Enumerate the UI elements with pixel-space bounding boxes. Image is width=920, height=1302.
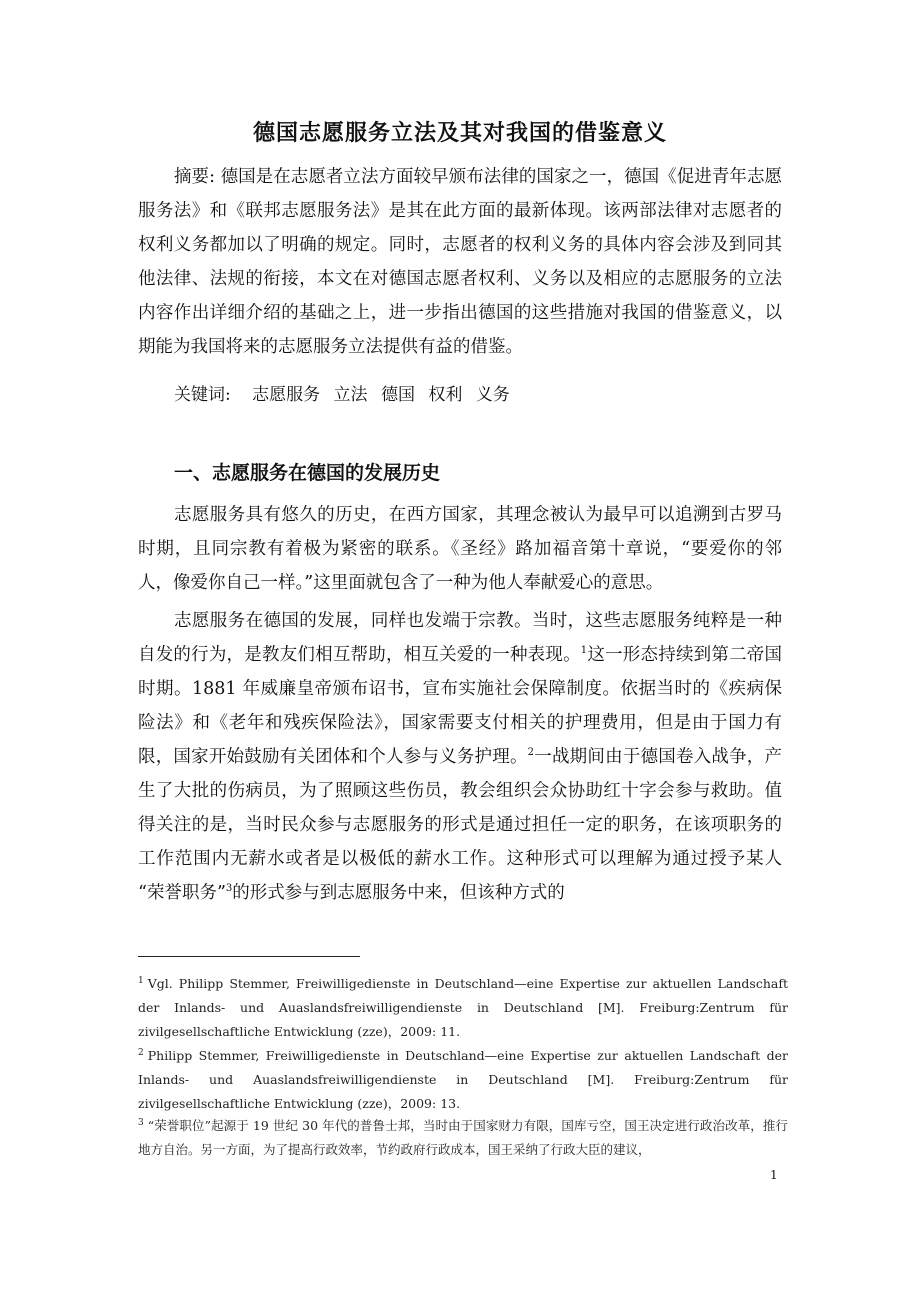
keyword-item: 志愿服务 bbox=[252, 385, 321, 405]
paper-title: 德国志愿服务立法及其对我国的借鉴意义 bbox=[252, 120, 667, 146]
footnote-number: 3 bbox=[138, 1117, 144, 1128]
footnote-1 bbox=[138, 972, 788, 1044]
keywords-label: 关键词: bbox=[174, 385, 231, 405]
keyword-item: 义务 bbox=[475, 385, 510, 405]
paragraph-text: 志愿服务在德国的发展，同样也发端于宗教。当时，这些志愿服务纯粹是一种自发的行为，是教友们相互帮助，相互关爱的一种表现。 bbox=[138, 611, 782, 665]
footnote-number: 2 bbox=[138, 1047, 144, 1058]
footnote-3 bbox=[138, 1114, 788, 1162]
page-number: 1 bbox=[770, 1168, 778, 1182]
footnote-2 bbox=[138, 1044, 788, 1116]
body-paragraph-1: 志愿服务具有悠久的历史，在西方国家，其理念被认为最早可以追溯到古罗马时期，且同宗教有着极为紧密的联系。《圣经》路加福音第十章说，“要爱你的邻人，像爱你自己一样。”这里面就包含了一种为他人奉献爱心的意思。 bbox=[138, 505, 782, 593]
section-heading: 一、志愿服务在德国的发展历史 bbox=[174, 462, 441, 484]
footnote-ref[interactable]: 3 bbox=[225, 883, 233, 895]
paragraph-text: 这一形态持续到第二帝国时期。1881 年威廉皇帝颁布诏书，宣布实施社会保障制度。依据当时的《疾病保险法》和《老年和残疾保险法》，国家需要支付相关的护理费用，但是由于国力有限，国家开始鼓励有关团体和个人参与义务护理。 bbox=[138, 645, 783, 767]
footnote-ref[interactable]: 1 bbox=[580, 645, 588, 657]
keyword-item: 德国 bbox=[380, 385, 415, 405]
keyword-item: 立法 bbox=[333, 385, 368, 405]
abstract-paragraph: 摘要: 德国是在志愿者立法方面较早颁布法律的国家之一，德国《促进青年志愿服务法》和《联邦志愿服务法》是其在此方面的最新体现。该两部法律对志愿者的权利义务都加以了明确的规定。同时，志愿者的权利义务的具体内容会涉及到同其他法律、法规的衔接，本文在对德国志愿者权利、义务以及相应的志愿服务的立法内容作出详细介绍的基础之上，进一步指出德国的这些措施对我国的借鉴意义，以期能为我国将来的志愿服务立法提供有益的借鉴。 bbox=[138, 167, 782, 357]
paragraph-text: 的形式参与到志愿服务中来，但该种方式的 bbox=[232, 883, 565, 903]
footnote-text: Vgl. Philipp Stemmer, Freiwilligedienste in Deutschland—eine Expertise zur aktuellen Landschaft der Inlands- und Auaslandsfreiwilligendienste in Deutschland [M]. Freiburg:Zentrum für zivilgesellschaftliche Entwicklung (zze)，2009: 11. bbox=[138, 976, 788, 1039]
footnote-ref[interactable]: 2 bbox=[527, 747, 535, 759]
footnote-text: “荣誉职位”起源于 19 世纪 30 年代的普鲁士邦，当时由于国家财力有限，国库亏空，国王决定进行政治改革，推行地方自治。另一方面，为了提高行政效率，节约政府行政成本，国王采纳了行政大臣的建议， bbox=[138, 1118, 788, 1157]
keyword-item: 权利 bbox=[428, 385, 463, 405]
footnote-separator bbox=[138, 956, 360, 957]
footnote-number: 1 bbox=[138, 975, 144, 986]
footnote-text: Philipp Stemmer, Freiwilligedienste in Deutschland—eine Expertise zur aktuellen Landschaft der Inlands- und Auaslandsfreiwilligendienste in Deutschland [M]. Freiburg:Zentrum für zivilgesellschaftliche Entwicklung (zze)，2009: 13. bbox=[138, 1048, 788, 1111]
keywords-line bbox=[174, 380, 518, 410]
paragraph-text: 一战期间由于德国卷入战争，产生了大批的伤病员，为了照顾这些伤员，教会组织会众协助红十字会参与救助。值得关注的是，当时民众参与志愿服务的形式是通过担任一定的职务，在该项职务的工作范围内无薪水或者是以极低的薪水工作。这种形式可以理解为通过授予某人 “荣誉职务” bbox=[138, 747, 783, 903]
body-paragraph-2 bbox=[138, 604, 782, 910]
